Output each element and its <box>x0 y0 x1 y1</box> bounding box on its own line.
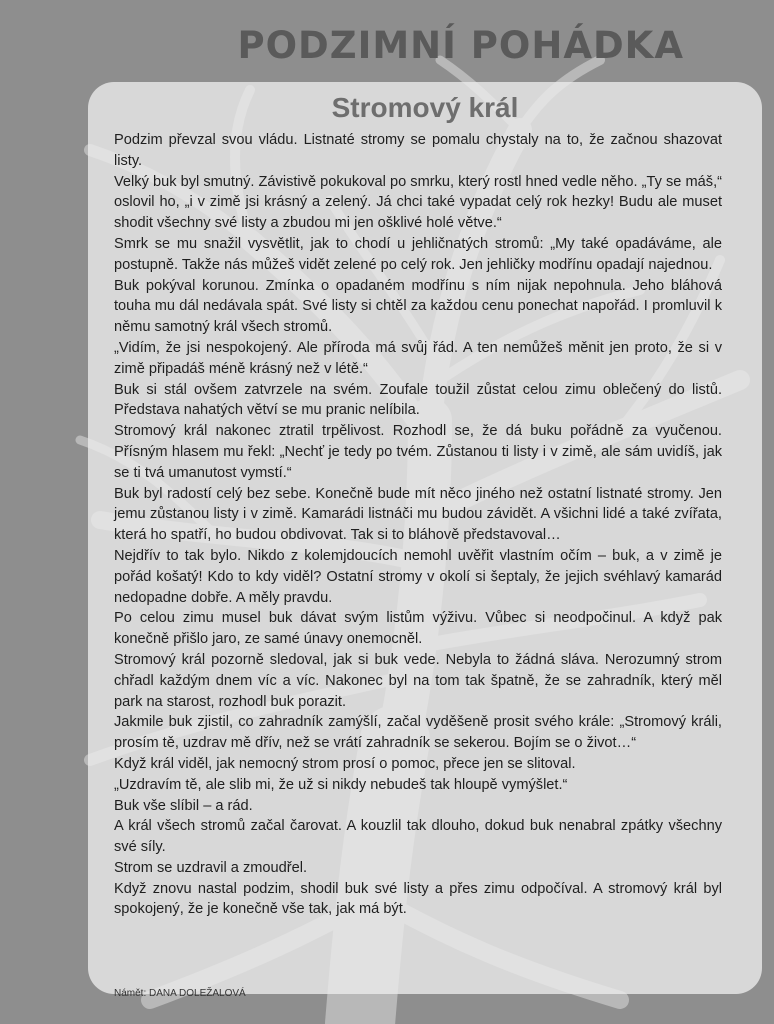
story-title: Stromový král <box>331 92 519 123</box>
story-paragraph: Podzim převzal svou vládu. Listnaté stromy se pomalu chystaly na to, že začnou shazovat listy. <box>114 132 722 169</box>
story-paragraph: Strom se uzdravil a zmoudřel. <box>114 859 308 876</box>
story-paragraph: A král všech stromů začal čarovat. A kouzlil tak dlouho, dokud buk nenabral zpátky všechny své síly. <box>114 818 722 856</box>
story-paragraph: Nejdřív to tak bylo. Nikdo z kolemjdoucích nemohl uvěřit vlastním očím – buk, a v zimě je pořád košatý! Kdo to kdy viděl? Ostatní stromy v okolí si šeptaly, že jejich svéhlavý kamarád nedopadne dobře. A měly pravdu. <box>114 547 722 606</box>
story-paragraph: Velký buk byl smutný. Závistivě pokukoval po smrku, který rostl hned vedle něho. „Ty se máš,“ oslovil ho, „i v zimě jsi krásný a zelený. Já chci také vypadat celý rok hezky! Budu ale muset shodit všechny své listy a zbudou mi jen ošklivé holé větve.“ <box>114 173 722 232</box>
page-header-title: PODZIMNÍ POHÁDKA <box>237 24 684 67</box>
story-paragraph: Když znovu nastal podzim, shodil buk své listy a přes zimu odpočíval. A stromový král byl spokojený, že je konečně vše tak, jak má být. <box>114 880 722 918</box>
story-paragraph: Buk byl radostí celý bez sebe. Konečně bude mít něco jiného než ostatní listnaté stromy. Jen jemu zůstanou listy i v zimě. Kamarádi listnáči mu budou závidět. A všichni lidé a také zvířata, která ho spatří, ho budou obdivovat. Tak si to bláhově představoval… <box>114 485 722 544</box>
story-body <box>114 130 722 920</box>
story-paragraph: Jakmile buk zjistil, co zahradník zamýšlí, začal vyděšeně prosit svého krále: „Stromový králi, prosím tě, uzdrav mě dřív, než se vrátí zahradník se sekerou. Bojím se o život…“ <box>114 714 722 752</box>
story-paragraph: Když král viděl, jak nemocný strom prosí o pomoc, přece jen se slitoval. <box>114 755 576 772</box>
story-paragraph: Buk pokýval korunou. Zmínka o opadaném modřínu s ním nijak nepohnula. Jeho bláhová touha mu dál nedávala spát. Své listy si chtěl za každou cenu ponechat napořád. I promluvil k němu samotný král všech stromů. <box>114 277 722 336</box>
story-paragraph: „Uzdravím tě, ale slib mi, že už si nikdy nebudeš tak hloupě vymýšlet.“ <box>114 776 568 793</box>
story-paragraph: Stromový král pozorně sledoval, jak si buk vede. Nebyla to žádná sláva. Nerozumný strom chřadl každým dnem víc a víc. Nakonec byl na tom tak špatně, že se zahradník, který měl park na starost, rozhodl buk porazit. <box>114 651 722 710</box>
story-paragraph: „Vidím, že jsi nespokojený. Ale příroda má svůj řád. A ten nemůžeš měnit jen proto, že si v zimě připadáš méně krásný než v létě.“ <box>114 339 722 377</box>
author-credit: Námět: DANA DOLEŽALOVÁ <box>114 988 246 999</box>
story-paragraph: Buk vše slíbil – a rád. <box>114 797 253 814</box>
story-paragraph: Stromový král nakonec ztratil trpělivost. Rozhodl se, že dá buku pořádně za vyučenou. Přísným hlasem mu řekl: „Nechť je tedy po tvém. Zůstanou ti listy i v zimě, ale sám uvidíš, jak se ti tvá umanutost vymstí.“ <box>114 423 722 481</box>
story-paragraph: Buk si stál ovšem zatvrzele na svém. Zoufale toužil zůstat celou zimu oblečený do listů. Představa nahatých větví se mu pranic nelíbila. <box>114 381 722 419</box>
story-paragraph: Po celou zimu musel buk dávat svým listům výživu. Vůbec si neodpočinul. A když pak konečně přišlo jaro, ze samé únavy onemocněl. <box>114 610 722 648</box>
story-paragraph: Smrk se mu snažil vysvětlit, jak to chodí u jehličnatých stromů: „My také opadáváme, ale postupně. Takže nás můžeš vidět zelené po celý rok. Jen jehličky modřínu opadají najednou. <box>114 235 722 273</box>
